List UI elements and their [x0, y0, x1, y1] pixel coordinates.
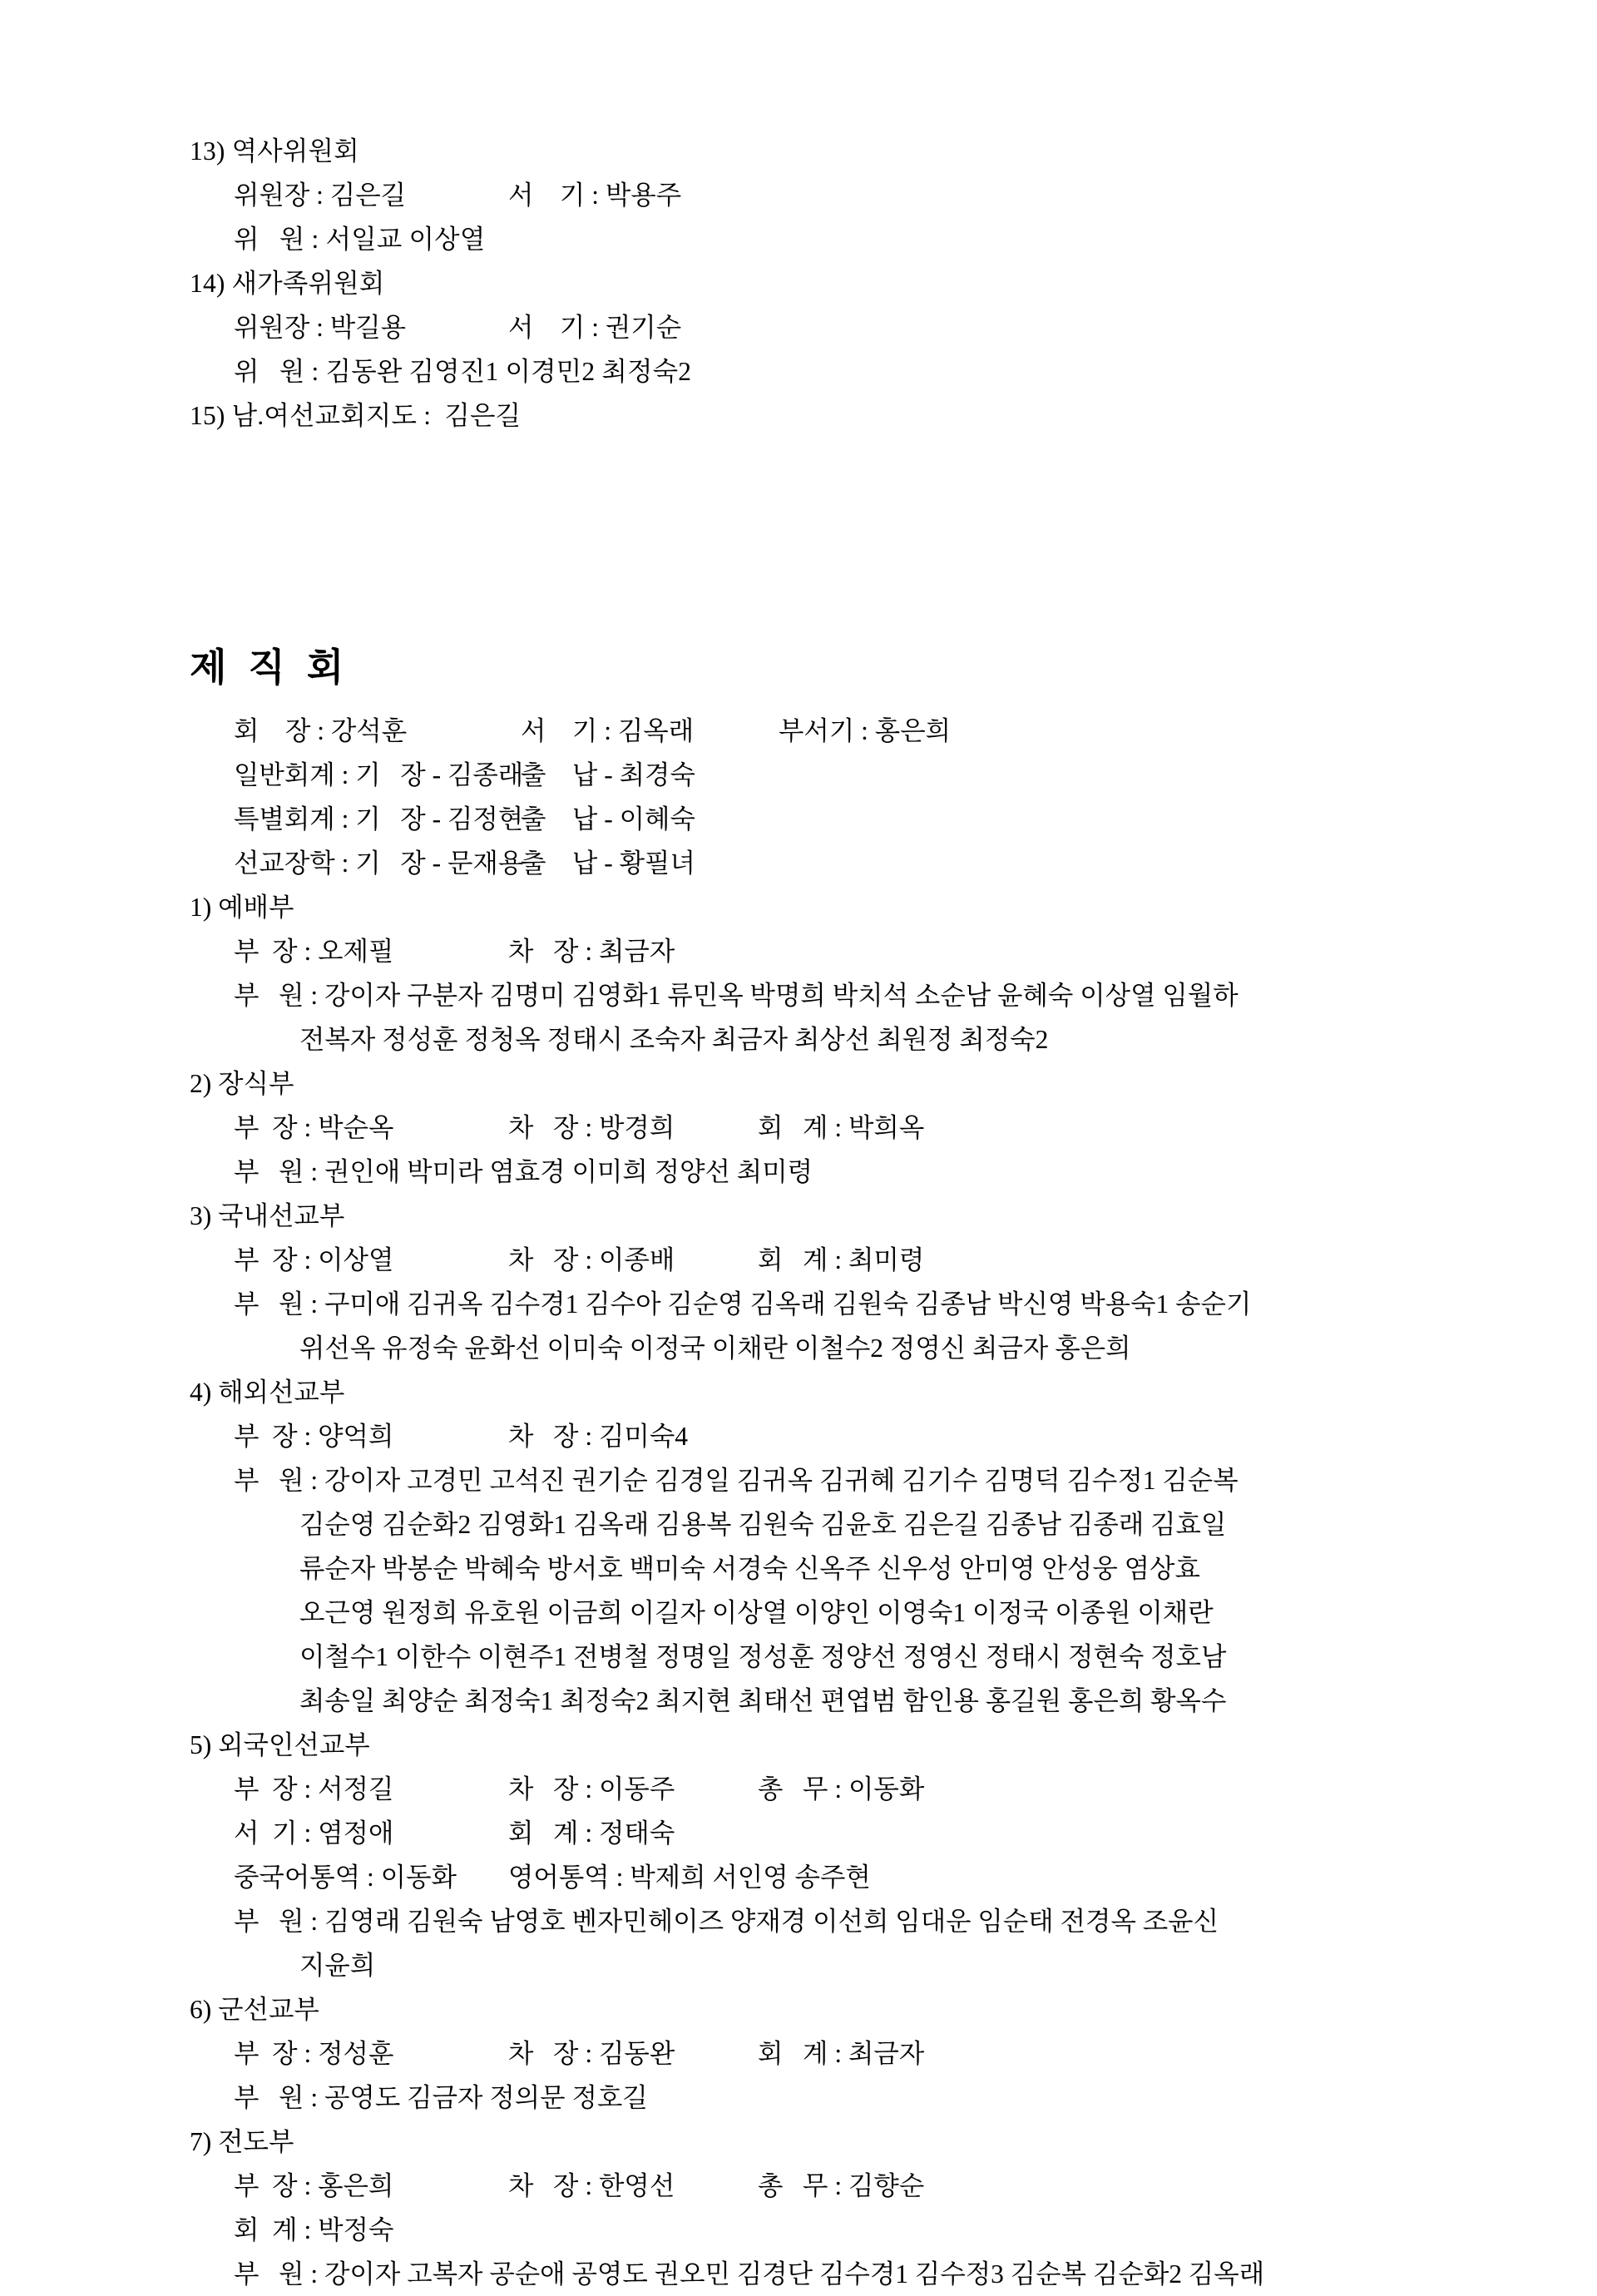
member-names: 지윤희	[299, 1951, 376, 1980]
committee-number: 15)	[190, 401, 225, 430]
member-names: 전복자 정성훈 정청옥 정태시 조숙자 최금자 최상선 최원정 최정숙2	[299, 1025, 1049, 1054]
field-value: 정성훈	[318, 2039, 394, 2068]
department-members-row	[190, 2076, 1497, 2120]
member-names: 구미애 김귀옥 김수경1 김수아 김순영 김옥래 김원숙 김종남 박신영 박용숙1 송순기	[324, 1289, 1252, 1319]
officer-row-president	[190, 709, 1497, 753]
department-general-affairs-cell	[758, 2164, 924, 2208]
field-label: 차 장 :	[508, 937, 593, 966]
field-value: 박제희 서인영 송주현	[630, 1863, 871, 1892]
department-block-1	[190, 885, 1497, 1061]
department-head-cell	[234, 1414, 508, 1458]
department-number: 4)	[190, 1378, 212, 1407]
department-block-7	[190, 2120, 1497, 2296]
general-accounting-cell	[234, 753, 524, 797]
field-value: 홍은희	[874, 716, 952, 745]
field-value: 기 장 - 김정현	[355, 804, 524, 834]
member-names: 류순자 박봉순 박혜숙 방서호 백미숙 서경숙 신옥주 신우성 안미영 안성웅 염상효	[299, 1554, 1200, 1583]
field-label: 서 기 :	[508, 181, 599, 210]
field-value: 최금자	[848, 2039, 925, 2068]
committee-name: 역사위원회	[231, 136, 359, 166]
department-name: 국내선교부	[218, 1201, 345, 1230]
field-label: 위 원 :	[234, 357, 319, 386]
department-deputy-cell	[508, 2031, 758, 2076]
member-names: 강이자 구분자 김명미 김영화1 류민옥 박명희 박치석 소순남 윤혜숙 이상열 임월하	[324, 981, 1239, 1010]
department-heading	[190, 885, 1497, 929]
committee-number: 14)	[190, 269, 225, 298]
field-value: 기 장 - 문재용	[355, 849, 524, 878]
department-heading	[190, 1723, 1497, 1767]
department-head-cell	[234, 2031, 508, 2076]
department-head-cell	[234, 1238, 508, 1282]
department-officer-row	[190, 1811, 1497, 1855]
field-label: 차 장 :	[508, 1245, 593, 1274]
officers-block	[190, 709, 1497, 885]
field-value: 박희옥	[848, 1113, 925, 1142]
field-label: 차 장 :	[508, 1113, 593, 1142]
committee-heading	[190, 261, 1497, 305]
department-head-cell	[234, 929, 508, 973]
department-head-cell	[234, 2164, 508, 2208]
member-names: 강이자 고경민 고석진 권기순 김경일 김귀옥 김귀혜 김기수 김명덕 김수정1 김순복	[324, 1466, 1239, 1495]
department-accountant-cell	[758, 2031, 924, 2076]
committee-secretary-cell	[508, 173, 681, 217]
department-members-row-cont	[190, 1546, 1497, 1591]
department-members-row	[190, 1458, 1497, 1502]
department-officer-row	[190, 2208, 1497, 2252]
field-label: 일반회계 :	[234, 760, 349, 789]
department-deputy-cell	[508, 1106, 758, 1150]
department-officer-row	[190, 1767, 1497, 1811]
field-label: 차 장 :	[508, 1422, 593, 1451]
field-label: 부 원 :	[234, 1907, 319, 1936]
department-general-affairs-cell	[758, 1767, 924, 1811]
president-cell	[234, 709, 521, 753]
field-value: 박순옥	[318, 1113, 394, 1142]
english-interpreter-cell	[508, 1855, 871, 1899]
member-names: 김순영 김순화2 김영화1 김옥래 김용복 김원숙 김윤호 김은길 김종남 김종래 김효일	[299, 1510, 1227, 1539]
committee-secretary-cell	[508, 305, 681, 349]
department-secretary-cell	[234, 1811, 508, 1855]
department-block-2	[190, 1061, 1497, 1194]
field-label: 부 원 :	[234, 1157, 319, 1186]
field-value: 한영선	[599, 2171, 675, 2200]
department-number: 5)	[190, 1730, 212, 1759]
field-label: 회 계 :	[758, 1113, 843, 1142]
field-label: 특별회계 :	[234, 804, 349, 834]
field-label: 서 기 :	[521, 716, 611, 745]
department-members-row-cont	[190, 1017, 1497, 1061]
field-label: 회 계 :	[758, 2039, 843, 2068]
member-names: 최송일 최양순 최정숙1 최정숙2 최지현 최태선 편엽범 함인용 홍길원 홍은희 황옥수	[299, 1686, 1227, 1715]
field-label: 총 무 :	[758, 2171, 843, 2200]
department-number: 3)	[190, 1201, 212, 1230]
field-label: 총 무 :	[758, 1774, 843, 1804]
field-label: 부 원 :	[234, 2083, 319, 2112]
field-label: 부 원 :	[234, 1289, 319, 1319]
field-label: 부 장 :	[234, 937, 312, 966]
committee-block-15	[190, 393, 1497, 438]
special-accounting-cell	[234, 797, 524, 841]
department-deputy-cell	[508, 1238, 758, 1282]
department-deputy-cell	[508, 1767, 758, 1811]
committee-number: 13)	[190, 136, 225, 166]
field-label: 서 기 :	[234, 1818, 312, 1848]
page-title: 제 직 회	[190, 646, 345, 689]
field-value: 이상열	[318, 1245, 394, 1274]
department-members-row	[190, 2252, 1497, 2296]
field-label: 회 장 :	[234, 716, 324, 745]
department-number: 2)	[190, 1069, 212, 1098]
member-names: 강이자 고복자 공순애 공영도 권오민 김경단 김수경1 김수정3 김순복 김순화2 김옥래	[324, 2259, 1265, 2289]
department-members-row	[190, 1899, 1497, 1943]
department-members-row-cont	[190, 1679, 1497, 1723]
department-heading	[190, 1987, 1497, 2031]
department-members-row-cont	[190, 1943, 1497, 1987]
mission-scholarship-treasurer-cell	[521, 841, 695, 885]
field-label: 선교장학 :	[234, 849, 349, 878]
department-members-row	[190, 1282, 1497, 1326]
field-value: 김옥래	[617, 716, 695, 745]
committee-member-row	[190, 349, 1497, 393]
field-value: 서일교 이상열	[325, 225, 486, 254]
department-deputy-cell	[508, 1414, 688, 1458]
field-label: 부 장 :	[234, 2171, 312, 2200]
department-members-row	[190, 1150, 1497, 1194]
department-members-row-cont	[190, 1502, 1497, 1546]
field-label: 위 원 :	[234, 225, 319, 254]
field-value: 강석훈	[330, 716, 408, 745]
field-value: 방경희	[599, 1113, 675, 1142]
field-value: 박길용	[329, 313, 407, 342]
field-label: 부 장 :	[234, 1422, 312, 1451]
field-value: 염정애	[318, 1818, 394, 1848]
department-name: 해외선교부	[218, 1378, 345, 1407]
field-label: 회 계 :	[234, 2215, 312, 2244]
field-value: 이동주	[599, 1774, 675, 1804]
committee-officer-row	[190, 305, 1497, 349]
committee-chair-cell	[234, 173, 508, 217]
general-accounting-treasurer-cell	[521, 753, 695, 797]
member-names: 오근영 원정희 유호원 이금희 이길자 이상열 이양인 이영숙1 이정국 이종원 이채란	[299, 1598, 1214, 1627]
department-heading	[190, 1370, 1497, 1414]
field-value: 권기순	[605, 313, 682, 342]
department-block-6	[190, 1987, 1497, 2120]
department-block-5	[190, 1723, 1497, 1987]
field-value: 출 납 - 최경숙	[521, 760, 695, 789]
field-value: 이동화	[848, 1774, 925, 1804]
field-value: 오제필	[318, 937, 394, 966]
committee-officer-row	[190, 173, 1497, 217]
committee-heading	[190, 129, 1497, 173]
field-label: 부 원 :	[234, 1466, 319, 1495]
field-value: 박정숙	[318, 2215, 394, 2244]
department-heading	[190, 2120, 1497, 2164]
field-label: 차 장 :	[508, 2171, 593, 2200]
department-interpreter-row	[190, 1855, 1497, 1899]
department-number: 6)	[190, 1995, 212, 2024]
field-value: 기 장 - 김종래	[355, 760, 524, 789]
officer-row-special-accounting	[190, 797, 1497, 841]
field-label: 위원장 :	[234, 313, 324, 342]
field-value: 김은길	[329, 181, 407, 210]
member-names: 위선옥 유정숙 윤화선 이미숙 이정국 이채란 이철수2 정영신 최금자 홍은희	[299, 1334, 1131, 1363]
field-value: 홍은희	[318, 2171, 394, 2200]
member-names: 이철수1 이한수 이현주1 전병철 정명일 정성훈 정양선 정영신 정태시 정현숙 정호남	[299, 1642, 1227, 1671]
member-names: 김영래 김원숙 남영호 벤자민헤이즈 양재경 이선희 임대운 임순태 전경옥 조윤신	[324, 1907, 1219, 1936]
field-value: 출 납 - 이혜숙	[521, 804, 695, 834]
field-label: 부 원 :	[234, 2259, 319, 2289]
department-officer-row	[190, 1238, 1497, 1282]
committee-heading	[190, 393, 1497, 438]
field-value: 양억희	[318, 1422, 394, 1451]
department-officer-row	[190, 2031, 1497, 2076]
field-label: 차 장 :	[508, 2039, 593, 2068]
field-label: 부 장 :	[234, 1245, 312, 1274]
field-value: 정태숙	[599, 1818, 675, 1848]
field-label: 부 장 :	[234, 1774, 312, 1804]
committee-block-13	[190, 129, 1497, 261]
department-accountant-cell	[234, 2208, 508, 2252]
department-name: 장식부	[218, 1069, 294, 1098]
department-accountant-cell	[758, 1106, 924, 1150]
field-value: 김동완	[599, 2039, 675, 2068]
department-name: 예배부	[218, 893, 294, 922]
committee-block-14	[190, 261, 1497, 393]
field-label: 부 원 :	[234, 981, 319, 1010]
department-heading	[190, 1194, 1497, 1238]
field-label: 중국어통역 :	[234, 1863, 374, 1892]
department-accountant-cell	[508, 1811, 675, 1855]
field-label: 부 장 :	[234, 1113, 312, 1142]
department-head-cell	[234, 1767, 508, 1811]
field-label: 부 장 :	[234, 2039, 312, 2068]
field-label: 회 계 :	[758, 1245, 843, 1274]
member-names: 권인애 박미라 염효경 이미희 정양선 최미령	[324, 1157, 813, 1186]
secretary-cell	[521, 709, 779, 753]
field-label: 위원장 :	[234, 181, 324, 210]
committee-name: 남.여선교회지도 : 김은길	[231, 401, 522, 430]
field-value: 김동완 김영진1 이경민2 최정숙2	[325, 357, 692, 386]
department-members-row-cont	[190, 1326, 1497, 1370]
officer-row-mission-scholarship	[190, 841, 1497, 885]
department-head-cell	[234, 1106, 508, 1150]
department-members-row-cont	[190, 1635, 1497, 1679]
department-accountant-cell	[758, 1238, 924, 1282]
field-value: 이종배	[599, 1245, 675, 1274]
department-members-row	[190, 973, 1497, 1017]
field-label: 회 계 :	[508, 1818, 593, 1848]
field-value: 출 납 - 황필녀	[521, 849, 695, 878]
department-officer-row	[190, 1414, 1497, 1458]
field-value: 이동화	[380, 1863, 457, 1892]
member-names: 공영도 김금자 정의문 정호길	[324, 2083, 648, 2112]
department-deputy-cell	[508, 929, 675, 973]
field-value: 김미숙4	[599, 1422, 689, 1451]
department-officer-row	[190, 1106, 1497, 1150]
officer-row-general-accounting	[190, 753, 1497, 797]
field-value: 최미령	[848, 1245, 925, 1274]
chinese-interpreter-cell	[234, 1855, 508, 1899]
department-members-row-cont	[190, 1591, 1497, 1635]
department-name: 외국인선교부	[218, 1730, 370, 1759]
field-value: 최금자	[599, 937, 675, 966]
field-label: 서 기 :	[508, 313, 599, 342]
department-heading	[190, 1061, 1497, 1106]
committee-chair-cell	[234, 305, 508, 349]
department-officer-row	[190, 2164, 1497, 2208]
mission-scholarship-cell	[234, 841, 524, 885]
department-name: 군선교부	[218, 1995, 319, 2024]
department-number: 7)	[190, 2127, 212, 2156]
vice-secretary-cell	[779, 709, 951, 753]
field-value: 박용주	[605, 181, 682, 210]
department-name: 전도부	[218, 2127, 294, 2156]
field-label: 영어통역 :	[508, 1863, 624, 1892]
department-officer-row	[190, 929, 1497, 973]
section-spacer	[190, 438, 1497, 642]
department-number: 1)	[190, 893, 212, 922]
field-value: 서정길	[318, 1774, 394, 1804]
special-accounting-treasurer-cell	[521, 797, 695, 841]
department-block-3	[190, 1194, 1497, 1370]
committee-member-row	[190, 217, 1497, 261]
department-deputy-cell	[508, 2164, 758, 2208]
committee-name: 새가족위원회	[231, 269, 385, 298]
field-label: 차 장 :	[508, 1774, 593, 1804]
field-value: 김향순	[848, 2171, 925, 2200]
department-block-4	[190, 1370, 1497, 1723]
field-label: 부서기 :	[779, 716, 868, 745]
document-content	[0, 129, 1597, 2296]
